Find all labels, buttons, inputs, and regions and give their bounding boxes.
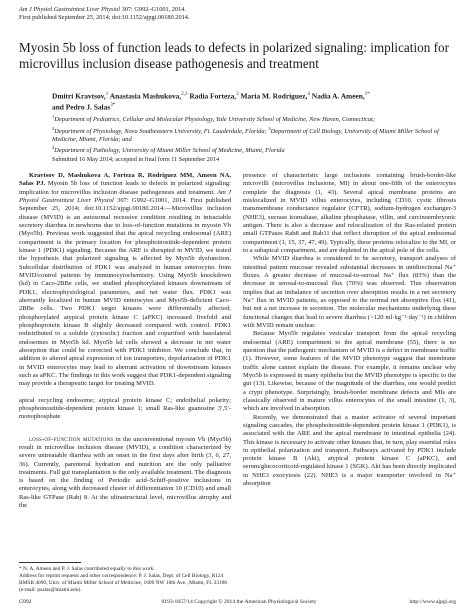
intro-lead: loss-of-function mutations <box>29 435 114 443</box>
copyright-notice: 0193-1857/14 Copyright © 2014 the American Physiological Society <box>161 599 317 605</box>
first-published: First published September 25, 2014; doi:10.1152/ajpgi.00180.2014. <box>19 14 190 22</box>
submission-dates: Submitted 16 May 2014; accepted in final form 11 September 2014 <box>52 156 220 163</box>
journal-citation: 307: G992–G1001, 2014. <box>121 6 186 13</box>
author: Nadia A. Ameen, <box>311 91 365 101</box>
page-number: G992 <box>19 599 32 605</box>
intro-body: in the unconventional myosin Vb (Myo5b) result in microvillus inclusion disease (MVID), a condition characterized by severe untreatable diarrhea with an onset in the first days after birth (3, 6, 27, 36). Currently, parenteral hydration and nutrition are the only palliative treatments. Full gut transplantation is the only available treatment. The diagnosis is based on the finding of Periodic acid–Schiff-positive inclusions in enterocytes, along with decreased cluster of differentiation 10 (CD10) and small Ras-like GTPase (Rab) 8. At the ultrastructural level, microvillus atrophy and the <box>19 435 232 510</box>
paragraph: Recently, we demonstrated that a master activator of several important signaling cascades, the phosphoinositide-dependent protein kinase 1 (PDK1), is associated with the ARE and the apical membrane in intestinal epithelia (24). This kinase is necessary to activate other kinases that, in turn, play essential roles in epithelial polarization and transport. Pathways activated by PDK1 include protein kinase B (Akt), atypical protein kinase C (aPKC), and serum/glucocorticoid-regulated kinase 1 (SGK). Akt has been directly implicated in NHE3 exocytosis (22). NHE3 is a major transporter involved in Na⁺ absorption <box>243 413 456 488</box>
author: Maria M. Rodriguez, <box>240 91 308 101</box>
abstract-citation-journal: Am J Physiol Gastrointest Liver Physiol <box>19 188 231 204</box>
journal-url[interactable]: http://www.ajpgi.org <box>409 599 456 605</box>
affiliation-text: Department of Pediatrics, Cellular and Molecular Physiology, Yale University School of Medicine, New Haven, Connecticut; <box>54 116 375 124</box>
left-column <box>19 172 231 510</box>
journal-name: Am J Physiol Gastrointest Liver Physiol <box>19 6 121 13</box>
author: Dmitri Kravtsov, <box>52 91 106 101</box>
affiliation-text: Department of Pathology, University of Miami Miller School of Medicine, Miami, Florida <box>54 147 285 155</box>
abstract-citation-authors: Kravtsov D, Mashukova A, Forteza R, Rodriguez MM, Ameen NA, Salas PJ. <box>19 172 231 188</box>
author: Anastasia Mashukova, <box>109 91 182 101</box>
paragraph: While MVID diarrhea is considered to be secretory, transport analyses of intestinal patient mucosae revealed substantial decreases in unidirectional Na⁺ fluxes. A greater decrease of mucosal-to-serosal Na⁺ flux (83%) than the decrease in serosal-to-mucosal flux (70%) was observed. This observation implies that an imbalance of secretion over absorption results in a net secretory Na⁺ flux in MVID patients, as opposed to the normal net absorptive flux (41), but not a net increase in secretion. The molecular mechanisms underlying these functional changes that lead to severe diarrhea (>120 ml·kg⁻¹·day⁻¹) in children with MVID remain unclear. <box>243 255 456 329</box>
author-affiliation-marker: 3* <box>110 103 116 109</box>
right-column <box>243 172 456 488</box>
author: Radia Forteza, <box>189 91 237 101</box>
abstract <box>19 172 231 389</box>
author-affiliation-marker: 4 <box>307 92 310 97</box>
affiliation-marker: 1 <box>52 114 55 119</box>
footnote-equal-contribution: * N. A. Ameen and P. J. Salas contributed equally to this work. <box>19 566 155 572</box>
footnote-divider <box>19 562 81 563</box>
paragraph: Because Myo5b regulates vesicular transport from the apical recycling endosomal (ARE) compartment to the apical membrane (55), there is no question that the pathogenic mechanism of MVID is a defect in membrane traffic (1). However, some features of the MVID phenotype suggest that membrane traffic alone cannot explain the disease. For example, it remains unclear why Myo5b is expressed in many epithelia but the MVID phenotype is specific to the gut (13). Likewise, because of the magnitude of the diarrhea, one would predict a crypt phenotype. Surprisingly, brush-border membrane defects and MIs are classically observed in mature villus enterocytes of the small intestine (1, 3), which are involved in absorption. <box>243 330 456 413</box>
author-affiliation-marker: 2,3 <box>181 92 188 97</box>
affiliations <box>52 113 462 156</box>
paragraph: presence of characteristic large inclusions containing brush-border-like microvilli (microvillus inclusions, MI) in about one-fifth of the enterocytes complete the diagnosis (1, 43). Several apical membrane proteins are mislocalized in MVID villus enterocytes, including CD10, cystic fibrosis transmembrane conductance regulator (CFTR), sodium-hydrogen exchanger-3 (NHE3), sucrase isomaltase, alkaline phosphatase, villin, and carcinoembryonic antigen. There is also a decrease and relocalization of the Ras-related protein small GTPases Rab8 and Rab11 that reflect disruption of the apical endosomal compartment (1, 15, 37, 47, 49). Typically, these proteins relocalize to the MI, or to a subapical compartment, and are depleted in the apical pole of the cells. <box>243 172 456 254</box>
author-list <box>52 90 452 113</box>
author: and Pedro J. Salas <box>52 102 111 112</box>
running-head <box>19 6 319 22</box>
abstract-citation-rest: 307: G992–G1001, 2014. First published September 25, 2014; doi:10.1152/ajpgi.00180.2014.— <box>19 196 231 213</box>
author-affiliation-marker: 3 <box>236 92 239 97</box>
footnotes <box>19 566 231 594</box>
affiliation-text: Department of Cell Biology, University of Miami Miller School of Medicine, Miami, Florida; and <box>52 127 439 144</box>
affiliation <box>52 144 462 156</box>
abstract-citation-title: Myosin 5b loss of function leads to defects in polarized signaling: implication for microvillus inclusion disease pathogenesis and treatment. <box>19 180 231 196</box>
author-affiliation-marker: 1* <box>364 92 370 97</box>
author-affiliation-marker: 1 <box>105 92 109 97</box>
keywords: apical recycling endosome; atypical protein kinase C; endothelial polarity; phosphoinositide-dependent protein kinase 1; small Ras-like guanosine 3′,5′-monophosphate <box>19 396 231 421</box>
affiliation <box>52 125 462 145</box>
article-title: Myosin 5b loss of function leads to defects in polarized signaling: implication for microvillus inclusion disease pathogenesis and treatment <box>19 40 449 71</box>
affiliation-marker: 2 <box>52 125 55 131</box>
affiliation <box>52 113 462 125</box>
footnote-correspondence: Address for reprint requests and other correspondence: P. J. Salas, Dept. of Cell Biology, R124 RMSB 4090, Univ. of Miami Miller School of Medicine, 1600 NW 10th Ave., Miami, FL 33186 (e-mail: psalas@miami.edu). <box>19 573 228 593</box>
introduction-start <box>19 436 231 511</box>
affiliation-marker: 4 <box>52 145 55 151</box>
affiliation-marker: 3 <box>268 125 271 131</box>
affiliation-text: Department of Physiology, Nova Southeastern University, Ft. Lauderdale, Florida; <box>54 127 267 135</box>
page-footer <box>19 598 456 608</box>
abstract-body: Microvillus inclusion disease (MVID) is an autosomal recessive condition resulting in intractable secretory diarrhea in newborns due to loss-of-function mutations in myosin Vb (Myo5b). Previous work suggested that the apical recycling endosomal (ARE) compartment is the primary location for phosphoinositide-dependent protein kinase 1 (PDK1) signaling. Because the ARE is disrupted in MVID, we tested the hypothesis that polarized signaling is affected by Myo5b dysfunction. Subcellular distribution of PDK1 was analyzed in human enterocytes from MVID/control patients by immunocytochemistry. Using Myo5b knockdown (kd) in Caco-2BBe cells, we studied phosphorylated kinases downstream of PDK1, electrophysiological parameters, and net water flux. PDK1 was aberrantly localized in human MVID enterocytes and Myo5b-deficient Caco-2BBe cells. Two PDK1 target kinases were differentially affected; phosphorylated atypical protein kinase C (aPKC) increased fivefold and phosphoprotein kinase B slightly decreased compared with control. PDK1 redistributed to a soluble (cytosolic) fraction and copurified with basolateral endosomes in Myo5b kd. Myo5b kd cells showed a decrease in net water absorption that could be corrected with PDK1 inhibitor. We conclude that, in addition to altered apical expression of ion transporters, depolarization of PDK1 in MVID enterocytes may lead to aberrant activation of downstream kinases such as aPKC. The findings in this work suggest that PDK1-dependent signaling may provide a therapeutic target for treating MVID. <box>19 205 231 388</box>
